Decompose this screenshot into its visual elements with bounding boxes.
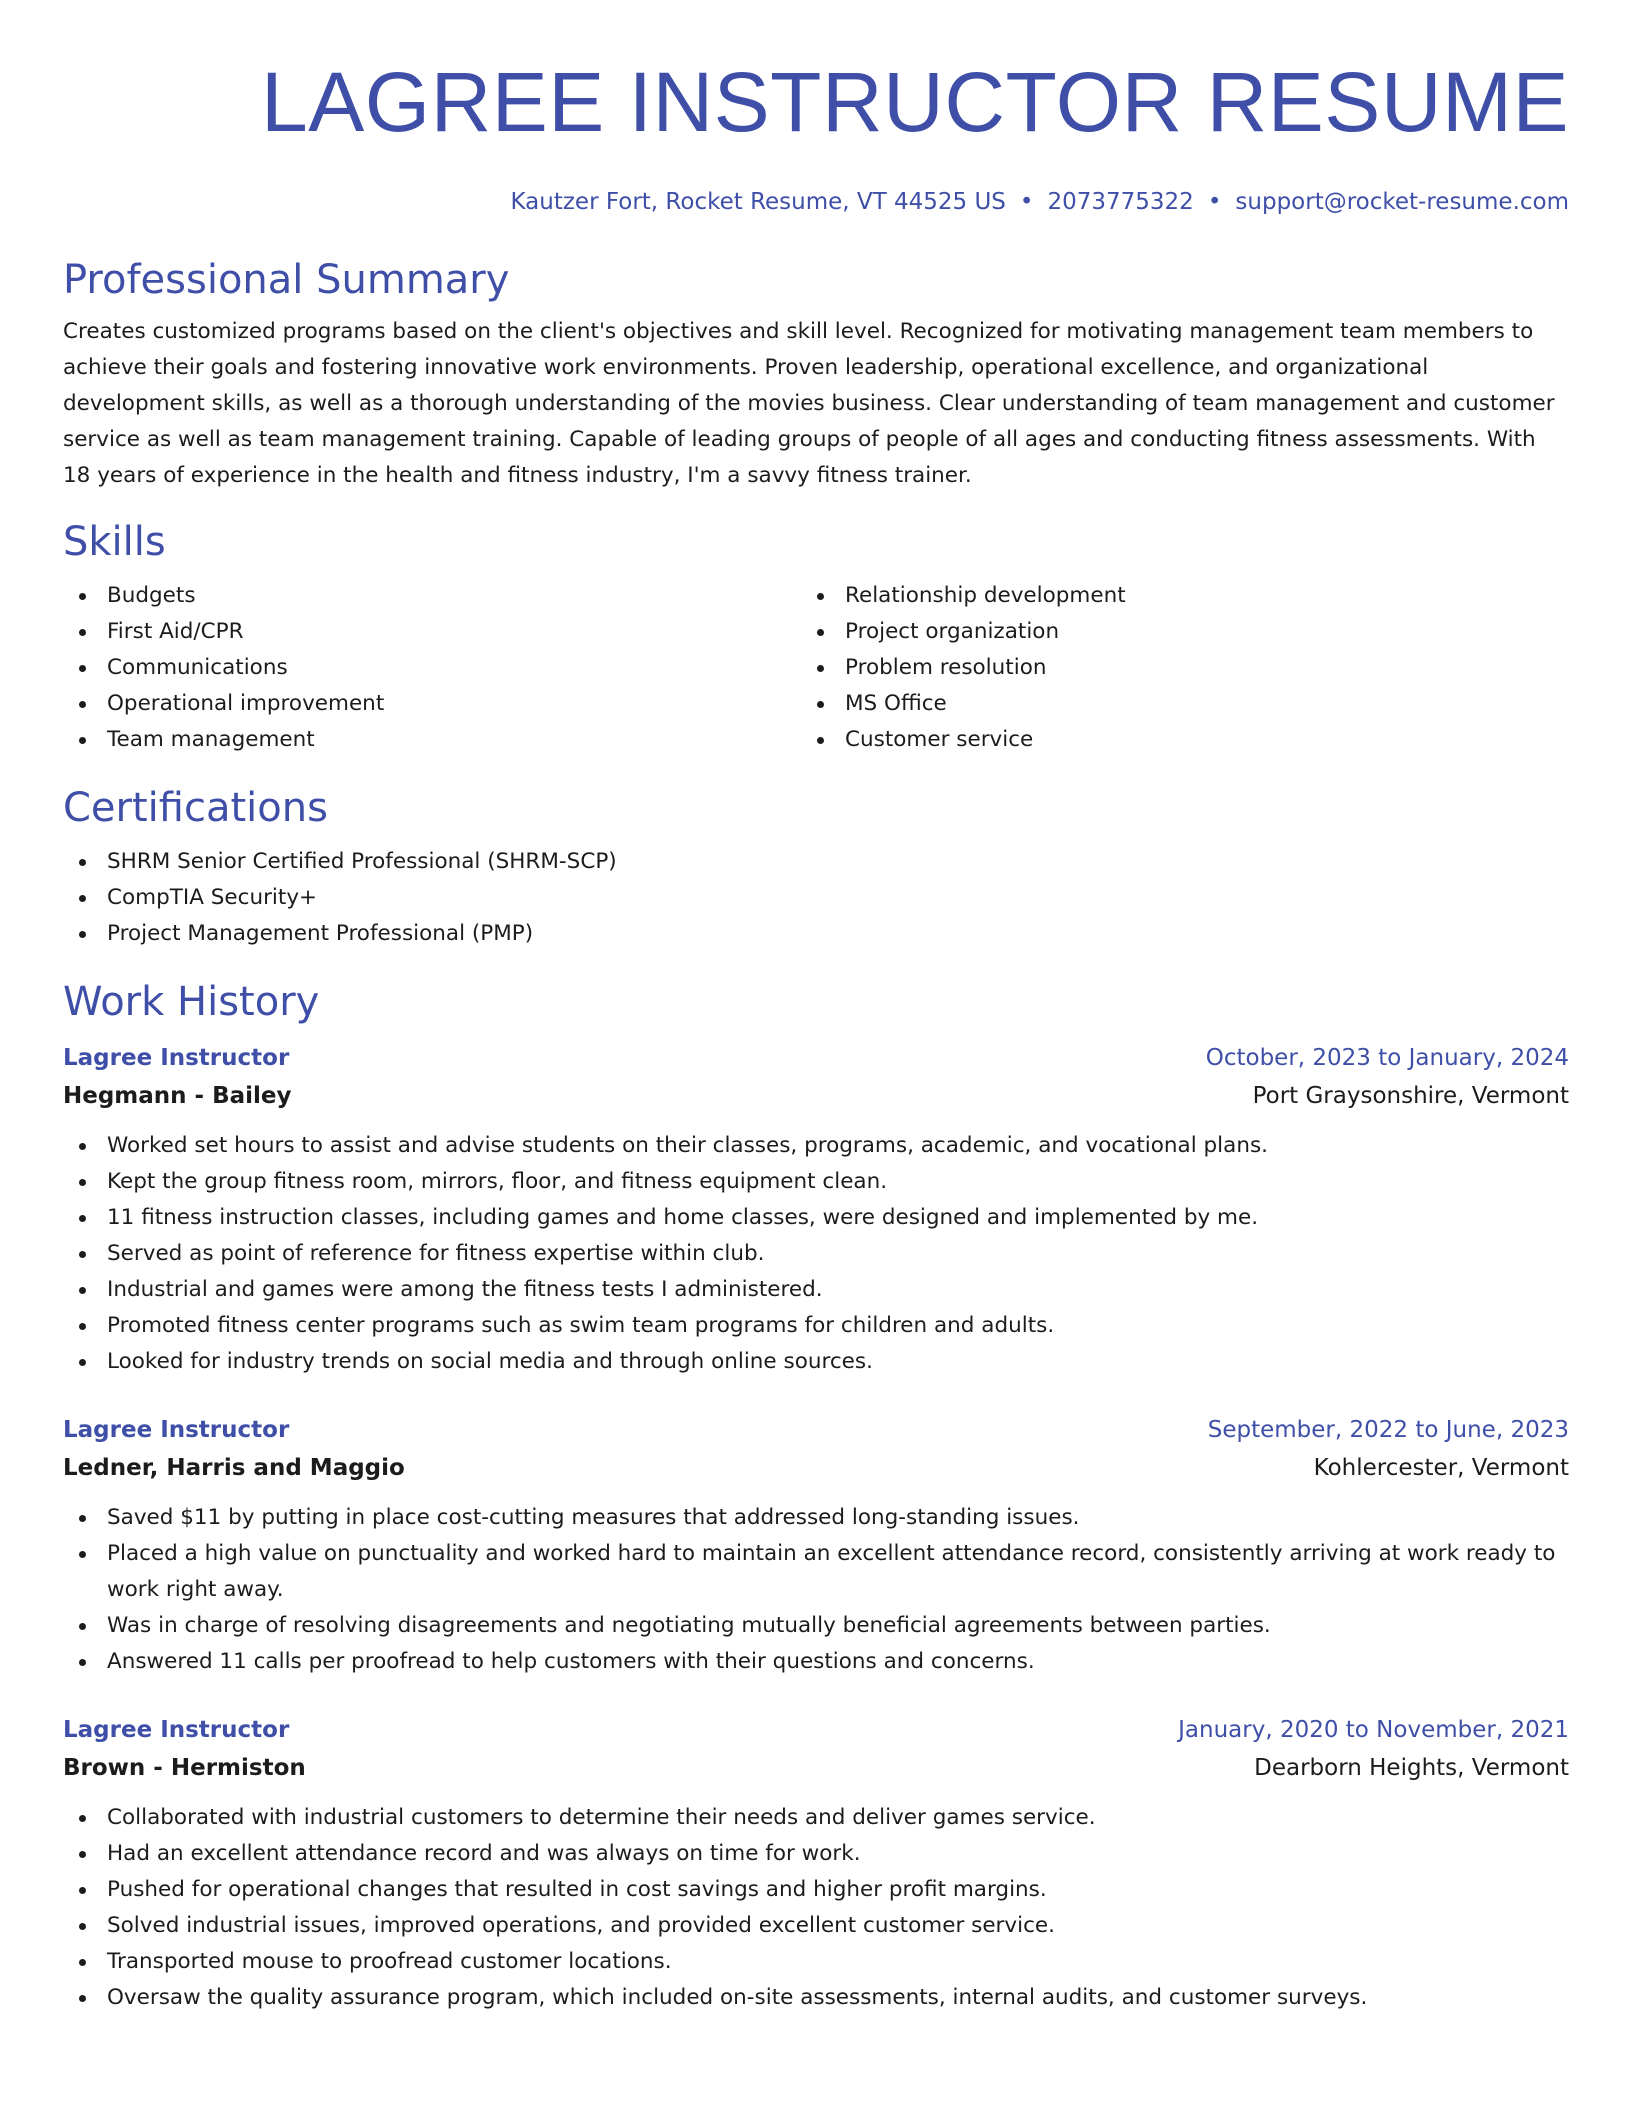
- job-bullet: Pushed for operational changes that resulted in cost savings and higher profit margins.: [63, 1872, 1569, 1908]
- job-entry: [63, 1712, 1569, 2016]
- skills-section: [63, 518, 1569, 758]
- skill-item: Customer service: [801, 722, 1539, 758]
- certifications-heading: Certifications: [63, 785, 328, 831]
- certification-item: Project Management Professional (PMP): [63, 916, 1569, 952]
- job-bullet: Oversaw the quality assurance program, which included on-site assessments, internal audits, and customer surveys.: [63, 1980, 1569, 2016]
- job-title: Lagree Instructor: [63, 1045, 290, 1071]
- contact-separator: •: [1207, 189, 1222, 215]
- job-bullet: Looked for industry trends on social media and through online sources.: [63, 1344, 1569, 1380]
- professional-summary-section: [63, 256, 1569, 494]
- job-bullet: Kept the group fitness room, mirrors, floor, and fitness equipment clean.: [63, 1164, 1569, 1200]
- job-bullet: Solved industrial issues, improved operations, and provided excellent customer service.: [63, 1908, 1569, 1944]
- job-dates: October, 2023 to January, 2024: [1205, 1045, 1569, 1071]
- job-location: Kohlercester, Vermont: [1313, 1455, 1569, 1481]
- work-history-section: [63, 978, 1569, 2016]
- job-title: Lagree Instructor: [63, 1717, 290, 1743]
- skill-item: Operational improvement: [63, 686, 801, 722]
- job-dates: January, 2020 to November, 2021: [1178, 1717, 1569, 1743]
- job-bullets: [63, 1500, 1569, 1680]
- skill-item: First Aid/CPR: [63, 614, 801, 650]
- job-title: Lagree Instructor: [63, 1417, 290, 1443]
- job-entry: [63, 1040, 1569, 1380]
- job-location: Dearborn Heights, Vermont: [1254, 1755, 1569, 1781]
- certification-item: CompTIA Security+: [63, 880, 1569, 916]
- job-dates: September, 2022 to June, 2023: [1207, 1417, 1569, 1443]
- professional-summary-text: Creates customized programs based on the client's objectives and skill level. Recognized for motivating management team members to achieve their goals and fostering innovative work environments. Proven leadership, operational excellence, and organizational development skills, as well as a thorough understanding of the movies business. Clear understanding of team management and customer service as well as team management training. Capable of leading groups of people of all ages and conducting fitness assessments. With 18 years of experience in the health and fitness industry, I'm a savvy fitness trainer.: [63, 319, 1555, 488]
- job-bullet: Served as point of reference for fitness expertise within club.: [63, 1236, 1569, 1272]
- certification-item: SHRM Senior Certified Professional (SHRM-SCP): [63, 844, 1569, 880]
- job-bullet: 11 fitness instruction classes, including games and home classes, were designed and implemented by me.: [63, 1200, 1569, 1236]
- job-bullet: Collaborated with industrial customers to determine their needs and deliver games service.: [63, 1800, 1569, 1836]
- skill-item: Relationship development: [801, 578, 1539, 614]
- professional-summary-heading: Professional Summary: [63, 257, 510, 303]
- job-entry: [63, 1412, 1569, 1680]
- certifications-section: [63, 784, 1569, 952]
- skills-list-right: [801, 578, 1539, 758]
- skill-item: MS Office: [801, 686, 1539, 722]
- job-bullet: Had an excellent attendance record and was always on time for work.: [63, 1836, 1569, 1872]
- resume-title: LAGREE INSTRUCTOR RESUME: [261, 55, 1569, 149]
- skill-item: Problem resolution: [801, 650, 1539, 686]
- job-bullet: Transported mouse to proofread customer locations.: [63, 1944, 1569, 1980]
- skill-item: Communications: [63, 650, 801, 686]
- skill-item: Team management: [63, 722, 801, 758]
- job-bullet: Was in charge of resolving disagreements and negotiating mutually beneficial agreements between parties.: [63, 1608, 1569, 1644]
- skill-item: Project organization: [801, 614, 1539, 650]
- skills-list-left: [63, 578, 801, 758]
- job-company: Brown - Hermiston: [63, 1755, 306, 1781]
- job-bullets: [63, 1800, 1569, 2016]
- job-bullet: Answered 11 calls per proofread to help customers with their questions and concerns.: [63, 1644, 1569, 1680]
- skills-grid: [63, 578, 1569, 758]
- job-bullet: Industrial and games were among the fitness tests I administered.: [63, 1272, 1569, 1308]
- contact-email: support@rocket-resume.com: [1235, 189, 1569, 215]
- job-bullet: Saved $11 by putting in place cost-cutting measures that addressed long-standing issues.: [63, 1500, 1569, 1536]
- job-company: Hegmann - Bailey: [63, 1083, 292, 1109]
- job-bullet: Worked set hours to assist and advise students on their classes, programs, academic, and vocational plans.: [63, 1128, 1569, 1164]
- job-company: Ledner, Harris and Maggio: [63, 1455, 405, 1481]
- contact-line: [63, 186, 1569, 218]
- contact-address: Kautzer Fort, Rocket Resume, VT 44525 US: [510, 189, 1006, 215]
- skills-heading: Skills: [63, 519, 166, 565]
- job-location: Port Graysonshire, Vermont: [1252, 1083, 1569, 1109]
- job-bullet: Placed a high value on punctuality and worked hard to maintain an excellent attendance record, consistently arriving at work ready to work right away.: [63, 1536, 1569, 1608]
- certifications-list: [63, 844, 1569, 952]
- job-bullet: Promoted fitness center programs such as swim team programs for children and adults.: [63, 1308, 1569, 1344]
- contact-separator: •: [1019, 189, 1034, 215]
- skill-item: Budgets: [63, 578, 801, 614]
- job-bullets: [63, 1128, 1569, 1380]
- work-history-heading: Work History: [63, 979, 320, 1025]
- contact-phone: 2073775322: [1047, 189, 1194, 215]
